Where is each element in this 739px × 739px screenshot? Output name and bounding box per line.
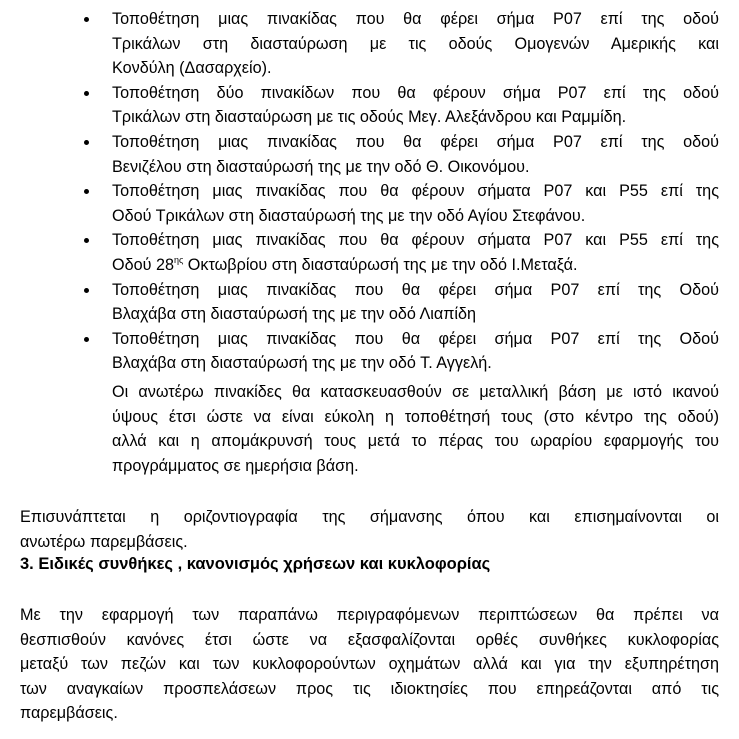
- bullet-item: [80, 327, 719, 376]
- text-line: Βλαχάβα στη διασταύρωσή της με την οδό Λιαπίδη: [112, 305, 477, 324]
- ordinal-superscript: ης: [173, 254, 184, 265]
- text-line: αλλά και η απομάκρυνσή τους μετά το πέρας του ωραρίου εφαρμογής του: [112, 432, 719, 451]
- text-line: Τοποθέτηση μιας πινακίδας που θα φέρει σήμα Ρ07 επί της Οδού: [112, 280, 719, 299]
- text-line: Οι ανωτέρω πινακίδες θα κατασκευασθούν σε μεταλλική βάση με ιστό ικανού: [112, 383, 719, 401]
- text-line: Τοποθέτηση μιας πινακίδας που θα φέρουν σήματα Ρ07 και Ρ55 επί της: [112, 231, 719, 250]
- bullet-item: [80, 179, 719, 228]
- text-line: Με την εφαρμογή των παραπάνω περιγραφόμενων περιπτώσεων θα πρέπει να: [20, 606, 719, 624]
- text-line: Τρικάλων στη διασταύρωση με τις οδούς Μεγ. Αλεξάνδρου και Ραμμίδη.: [112, 108, 627, 127]
- bullet-item: [80, 81, 719, 130]
- text-line: Τοποθέτηση μιας πινακίδας που θα φέρει σήμα Ρ07 επί της Οδού: [112, 329, 719, 348]
- signs-construction-paragraph: [112, 380, 719, 478]
- text-line: Οδού Τρικάλων στη διασταύρωσή της με την οδό Αγίου Στεφάνου.: [112, 206, 586, 225]
- rules-paragraph: [20, 603, 719, 726]
- bullet-dot-icon: [84, 238, 89, 243]
- bullet-dot-icon: [84, 288, 89, 293]
- text-line: ύψους έτσι ώστε να είναι εύκολη η τοποθέτησή τους (στο κέντρο της οδού): [112, 407, 719, 426]
- text-line: Τοποθέτηση μιας πινακίδας που θα φέρει σήμα Ρ07 επί της οδού: [112, 10, 719, 28]
- text-fragment: Οδού 28: [112, 255, 174, 274]
- attachment-paragraph: [20, 505, 719, 554]
- text-line: Κονδύλη (Δασαρχείο).: [112, 59, 272, 78]
- text-line: Τοποθέτηση μιας πινακίδας που θα φέρουν σήματα Ρ07 και Ρ55 επί της: [112, 182, 719, 201]
- text-line: [112, 253, 719, 278]
- text-line: ανωτέρω παρεμβάσεις.: [20, 532, 188, 551]
- bullet-item: [80, 7, 719, 81]
- text-line: θεσπισθούν κανόνες έτσι ώστε να εξασφαλίζονται ορθές συνθήκες κυκλοφορίας: [20, 630, 719, 649]
- text-line: προγράμματος σε ημερήσια βάση.: [112, 456, 359, 475]
- bullet-dot-icon: [84, 337, 89, 342]
- bullet-dot-icon: [84, 91, 89, 96]
- bullet-dot-icon: [84, 189, 89, 194]
- section-heading: 3. Ειδικές συνθήκες , κανονισμός χρήσεων και κυκλοφορίας: [20, 555, 491, 573]
- text-line: μεταξύ των πεζών και των κυκλοφορούντων οχημάτων αλλά και για την εξυπηρέτηση: [20, 655, 719, 674]
- signage-bullet-list: [80, 7, 719, 376]
- bullet-item: [80, 228, 719, 277]
- bullet-item: [80, 130, 719, 179]
- text-line: παρεμβάσεις.: [20, 704, 118, 723]
- text-line: Βλαχάβα στη διασταύρωσή της με την οδό Τ. Αγγελή.: [112, 354, 492, 373]
- text-line: Τοποθέτηση μιας πινακίδας που θα φέρει σήμα Ρ07 επί της οδού: [112, 132, 719, 151]
- bullet-dot-icon: [84, 17, 89, 22]
- text-line: Επισυνάπτεται η οριζοντιογραφία της σήμανσης όπου και επισημαίνονται οι: [20, 508, 719, 526]
- text-line: Τρικάλων στη διασταύρωση με τις οδούς Ομογενών Αμερικής και: [112, 34, 719, 53]
- bullet-dot-icon: [84, 140, 89, 145]
- text-line: των αναγκαίων προσπελάσεων προς τις ιδιοκτησίες που επηρεάζονται από τις: [20, 679, 719, 698]
- bullet-item: [80, 278, 719, 327]
- text-line: Τοποθέτηση δύο πινακίδων που θα φέρουν σήμα Ρ07 επί της οδού: [112, 83, 719, 102]
- text-line: Βενιζέλου στη διασταύρωσή της με την οδό Θ. Οικονόμου.: [112, 157, 530, 176]
- text-fragment: Οκτωβρίου στη διασταύρωσή της με την οδό Ι.Μεταξά.: [183, 255, 578, 274]
